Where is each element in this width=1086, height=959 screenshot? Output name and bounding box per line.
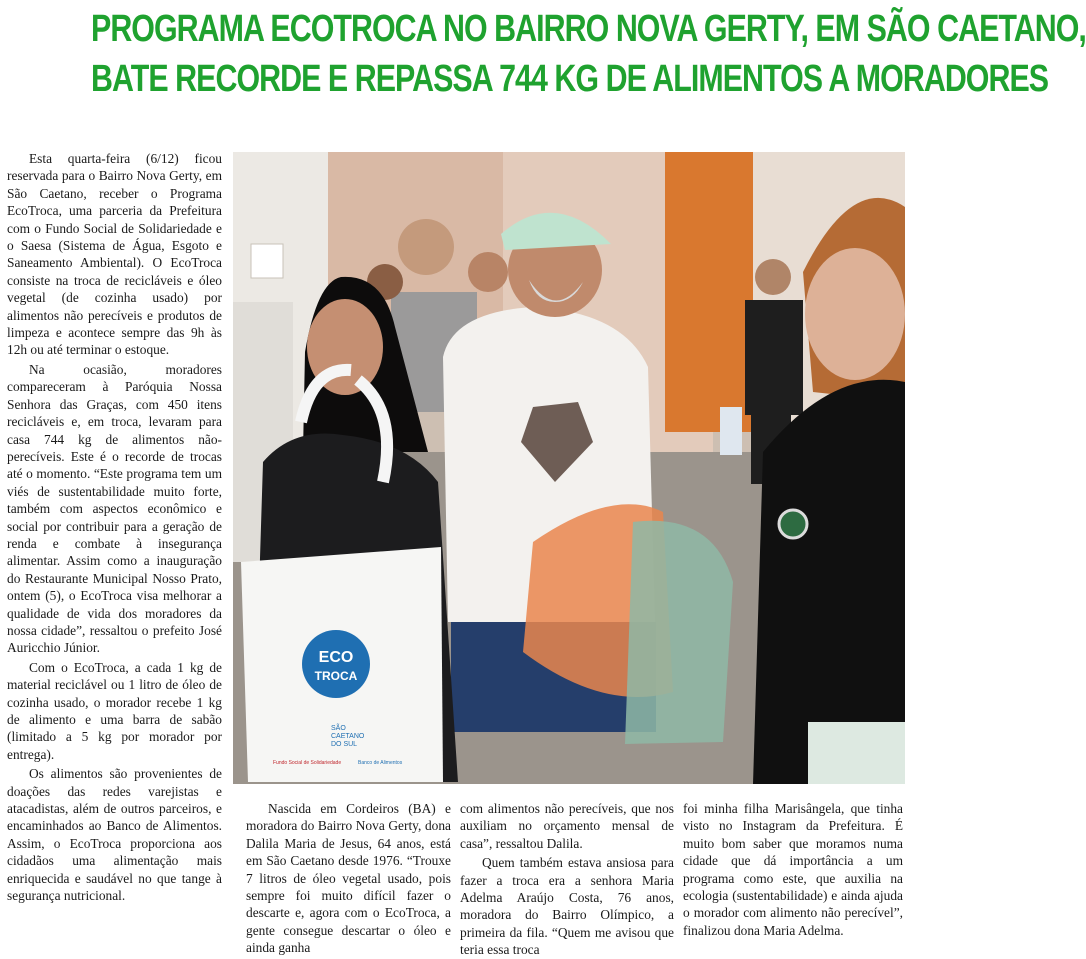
- article-paragraph: Esta quarta-feira (6/12) ficou reservada para o Bairro Nova Gerty, em São Caetano, receber o Programa EcoTroca, uma parceria da Prefeitura com o Fundo Social de Solidariedade e o Saesa (Sistema de Água, Esgoto e Saneamento Ambiental). O EcoTroca consiste na troca de recicláveis e óleo vegetal (de cozinha usado) por alimentos não perecíveis e produtos de limpeza e acontece sempre das 9h às 12h ou até terminar o estoque.: [7, 151, 222, 358]
- bag-city-line-1: SÃO: [331, 725, 346, 732]
- article-column-1: [7, 150, 222, 945]
- headline-line-1: PROGRAMA ECOTROCA NO BAIRRO NOVA GERTY, EM SÃO CAETANO,: [91, 8, 1086, 50]
- article-column-4: [683, 800, 903, 939]
- bag-logo-line-1: ECO: [318, 649, 354, 666]
- article-paragraph: foi minha filha Marisângela, que tinha visto no Instagram da Prefeitura. É muito bom saber que moramos numa cidade que dá importância a um programa como este, que auxilia na ecologia (sustentabilidade) e ainda ajuda o morador com alimento não perecível”, finalizou dona Maria Adelma.: [683, 801, 903, 938]
- headline-line-2: BATE RECORDE E REPASSA 744 KG DE ALIMENTOS A MORADORES: [91, 58, 1049, 100]
- bag-city-line-3: DO SUL: [331, 741, 358, 748]
- article-paragraph: Na ocasião, moradores compareceram à Paróquia Nossa Senhora das Graças, com 450 itens recicláveis e, em troca, levaram para casa 744 kg de alimentos não-perecíveis. Este é o recorde de trocas até o momento. “Este programa tem um viés de sustentabilidade muito forte, também com aspectos econômico e social por contribuir para a geração de renda e combate à insegurança alimentar. Assim como a inauguração do Restaurante Municipal Nosso Prato, ontem (5), o EcoTroca visa melhorar a qualidade de vida dos moradores da nossa cidade”, ressaltou o prefeito José Auricchio Júnior.: [7, 361, 222, 656]
- article-paragraph: Os alimentos são provenientes de doações das redes varejistas e atacadistas, além de outros parceiros, e encaminhados ao Banco de Alimentos. Assim, o EcoTroca proporciona aos cidadãos uma alimentação mais enriquecida e saudável no que tange à segurança nutricional.: [7, 766, 222, 904]
- article-column-2: [246, 800, 451, 957]
- article-column-3: [460, 800, 674, 959]
- bag-fundo-text: Fundo Social de Solidariedade: [273, 760, 342, 766]
- bag-city-line-2: CAETANO: [331, 733, 365, 740]
- headline: [91, 4, 1086, 104]
- article-paragraph: com alimentos não perecíveis, que nos auxiliam no orçamento mensal de casa”, ressaltou Dalila.: [460, 801, 674, 851]
- bag-banco-text: Banco de Alimentos: [358, 760, 403, 766]
- article-paragraph: Nascida em Cordeiros (BA) e moradora do Bairro Nova Gerty, dona Dalila Maria de Jesus, 64 anos, está em São Caetano desde 1976. “Trouxe 7 litros de óleo vegetal usado, pois sempre foi muito difícil fazer o descarte e, agora com o EcoTroca, a gente consegue descartar o óleo e ainda ganha: [246, 801, 451, 956]
- article-paragraph: Com o EcoTroca, a cada 1 kg de material reciclável ou 1 litro de óleo de cozinha usado, o morador recebe 1 kg de alimento e uma barra de sabão (limitado a 5 kg por morador por entrega).: [7, 659, 222, 762]
- bag-logo-line-2: TROCA: [314, 669, 358, 683]
- article-photo: [233, 152, 905, 784]
- article-paragraph: Quem também estava ansiosa para fazer a troca era a senhora Maria Adelma Araújo Costa, 76 anos, moradora do Bairro Olímpico, a primeira da fila. “Quem me avisou que teria essa troca: [460, 855, 674, 958]
